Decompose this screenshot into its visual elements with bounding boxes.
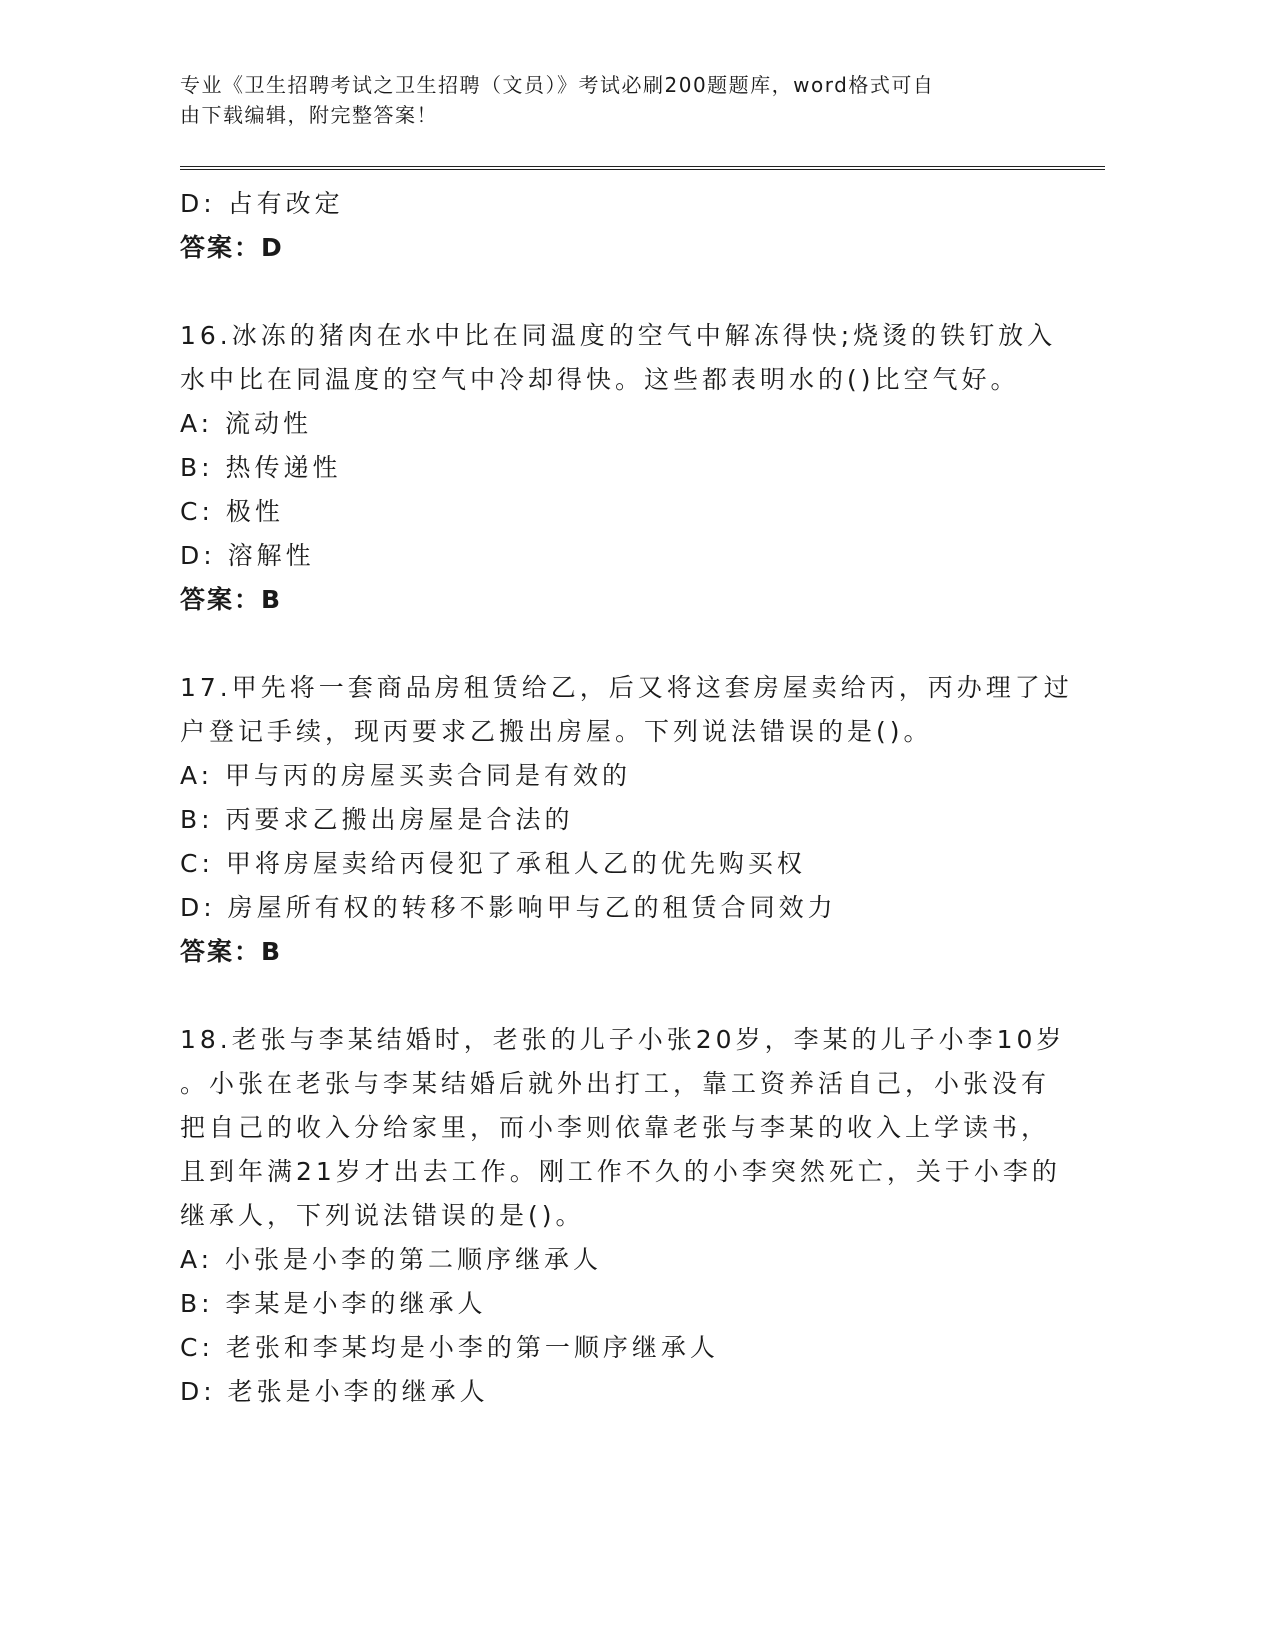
- question-line: 把自己的收入分给家里，而小李则依靠老张与李某的收入上学读书，: [180, 1113, 1051, 1142]
- header-line-1: 专业《卫生招聘考试之卫生招聘（文员）》考试必刷200题题库，word格式可自: [180, 73, 935, 97]
- answer-label: 答案：B: [180, 937, 283, 966]
- question-line: 18.老张与李某结婚时，老张的儿子小张20岁，李某的儿子小李10岁: [180, 1025, 1066, 1054]
- header-line-2: 由下载编辑，附完整答案！: [180, 103, 438, 127]
- question-line: 16.冰冻的猪肉在水中比在同温度的空气中解冻得快;烧烫的铁钉放入: [180, 321, 1057, 350]
- question-line: 户登记手续，现丙要求乙搬出房屋。下列说法错误的是()。: [180, 717, 933, 746]
- document-page: [180, 70, 1105, 1414]
- option-b: B: 丙要求乙搬出房屋是合法的: [180, 805, 574, 834]
- option-d: D: 老张是小李的继承人: [180, 1377, 489, 1406]
- question-line: 。小张在老张与李某结婚后就外出打工，靠工资养活自己，小张没有: [180, 1069, 1051, 1098]
- option-c: C: 甲将房屋卖给丙侵犯了承租人乙的优先购买权: [180, 849, 806, 878]
- question-line: 且到年满21岁才出去工作。刚工作不久的小李突然死亡，关于小李的: [180, 1157, 1061, 1186]
- option-d: D: 占有改定: [180, 189, 344, 218]
- option-a: A: 甲与丙的房屋买卖合同是有效的: [180, 761, 632, 790]
- option-b: B: 李某是小李的继承人: [180, 1289, 487, 1318]
- question-18: [180, 1018, 1105, 1414]
- option-d: D: 溶解性: [180, 541, 315, 570]
- document-header: [180, 70, 1030, 130]
- option-a: A: 小张是小李的第二顺序继承人: [180, 1245, 603, 1274]
- question-text: [180, 1018, 1066, 1238]
- question-line: 水中比在同温度的空气中冷却得快。这些都表明水的()比空气好。: [180, 365, 1020, 394]
- option-c: C: 极性: [180, 497, 284, 526]
- question-text: [180, 666, 1073, 754]
- option-b: B: 热传递性: [180, 453, 342, 482]
- question-16: [180, 314, 1105, 622]
- question-17: [180, 666, 1105, 974]
- question-text: [180, 314, 1057, 402]
- option-d: D: 房屋所有权的转移不影响甲与乙的租赁合同效力: [180, 893, 837, 922]
- option-a: A: 流动性: [180, 409, 313, 438]
- answer-label: 答案：D: [180, 233, 284, 262]
- question-line: 继承人，下列说法错误的是()。: [180, 1201, 585, 1230]
- header-divider: [180, 166, 1105, 170]
- option-c: C: 老张和李某均是小李的第一顺序继承人: [180, 1333, 719, 1362]
- answer-label: 答案：B: [180, 585, 283, 614]
- question-line: 17.甲先将一套商品房租赁给乙，后又将这套房屋卖给丙，丙办理了过: [180, 673, 1073, 702]
